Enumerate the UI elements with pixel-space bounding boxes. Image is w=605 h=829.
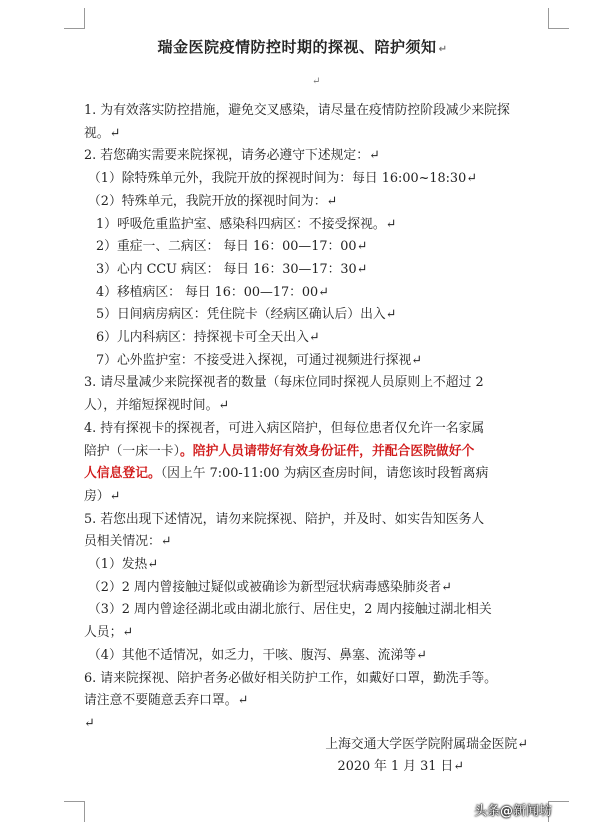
body-line: （2）2 周内曾接触过疑似或被确诊为新型冠状病毒感染肺炎者↵	[88, 579, 452, 595]
highlight-text: 人信息登记。	[84, 466, 161, 482]
signature-date: 2020 年 1 月 31 日↵	[337, 759, 464, 774]
body-line: ↵	[84, 715, 95, 731]
body-line: 4. 持有探视卡的探视者，可进入病区陪护，但每位患者仅允许一名家属	[84, 420, 485, 436]
body-line: 6）儿内科病区：持探视卡可全天出入↵	[96, 330, 320, 346]
document-title	[0, 36, 605, 57]
body-line: （2）特殊单元，我院开放的探视时间为：↵	[88, 193, 338, 209]
signature-block	[298, 734, 528, 778]
body-line: 5. 若您出现下述情况，请勿来院探视、陪护，并及时、如实告知医务人	[84, 511, 485, 527]
normal-text: 陪护（一床一卡）	[84, 443, 180, 459]
body-line: 5）日间病房病区：凭住院卡（经病区确认后）出入↵	[96, 307, 397, 323]
body-line: （3）2 周内曾途径湖北或由湖北旅行、居住史，2 周内接触过湖北相关	[88, 602, 492, 618]
body-line: 1）呼吸危重监护室、感染科四病区：不接受探视。↵	[96, 216, 397, 232]
body-line: 3）心内 CCU 病区： 每日 16：30—17：30↵	[96, 261, 368, 277]
watermark-name: 新闻坊	[513, 804, 553, 819]
body-line: 人），并缩短探视时间。↵	[84, 398, 230, 414]
body-line: 视。↵	[84, 125, 121, 141]
signature-org: 上海交通大学医学院附属瑞金医院↵	[325, 737, 528, 752]
body-line: （1）除特殊单元外，我院开放的探视时间为：每日 16:00~18:30↵	[88, 171, 477, 187]
title-text: 瑞金医院疫情防控时期的探视、陪护须知	[157, 38, 437, 56]
body-line: （4）其他不适情况，如乏力，干咳、腹泻、鼻塞、流涕等↵	[88, 647, 427, 663]
body-line: 7）心外监护室：不接受进入探视，可通过视频进行探视↵	[96, 352, 422, 368]
body-line: 2）重症一、二病区： 每日 16：00—17：00↵	[96, 239, 368, 255]
crop-mark-bottom-left	[64, 801, 85, 822]
watermark-prefix: 头条	[474, 804, 501, 819]
watermark-at: @	[500, 804, 514, 819]
paragraph-mark: ↵	[438, 44, 448, 55]
crop-mark-top-right	[548, 8, 569, 29]
body-line: （1）发热↵	[88, 557, 159, 573]
body-line-item4-b	[84, 441, 536, 464]
crop-mark-top-left	[64, 8, 85, 29]
body-line: 请注意不要随意丢弃口罩。↵	[84, 693, 249, 709]
normal-text: （因上午 7:00-11:00 为病区查房时间，请您该时段暂离病	[160, 466, 489, 482]
watermark	[474, 800, 552, 819]
body-line: 员相关情况：↵	[84, 534, 172, 550]
paragraph-mark: ↵	[312, 76, 321, 87]
document-body	[84, 100, 536, 736]
body-line: 人员；↵	[84, 625, 134, 641]
highlight-text: 。陪护人员请带好有效身份证件，并配合医院做好个	[179, 443, 475, 459]
body-line-item4-c	[84, 463, 536, 486]
body-line: 2. 若您确实需要来院探视，请务必遵守下述规定：↵	[84, 148, 380, 164]
body-line: 1. 为有效落实防控措施，避免交叉感染，请尽量在疫情防控阶段减少来院探	[84, 103, 510, 118]
body-line: 6. 请来院探视、陪护者务必做好相关防护工作，如戴好口罩，勤洗手等。	[84, 670, 497, 686]
body-line: 房）↵	[84, 488, 121, 504]
body-line: 3. 请尽量减少来院探视者的数量（每床位同时探视人员原则上不超过 2	[84, 375, 484, 391]
body-line: 4）移植病区： 每日 16：00—17：00↵	[96, 284, 329, 300]
